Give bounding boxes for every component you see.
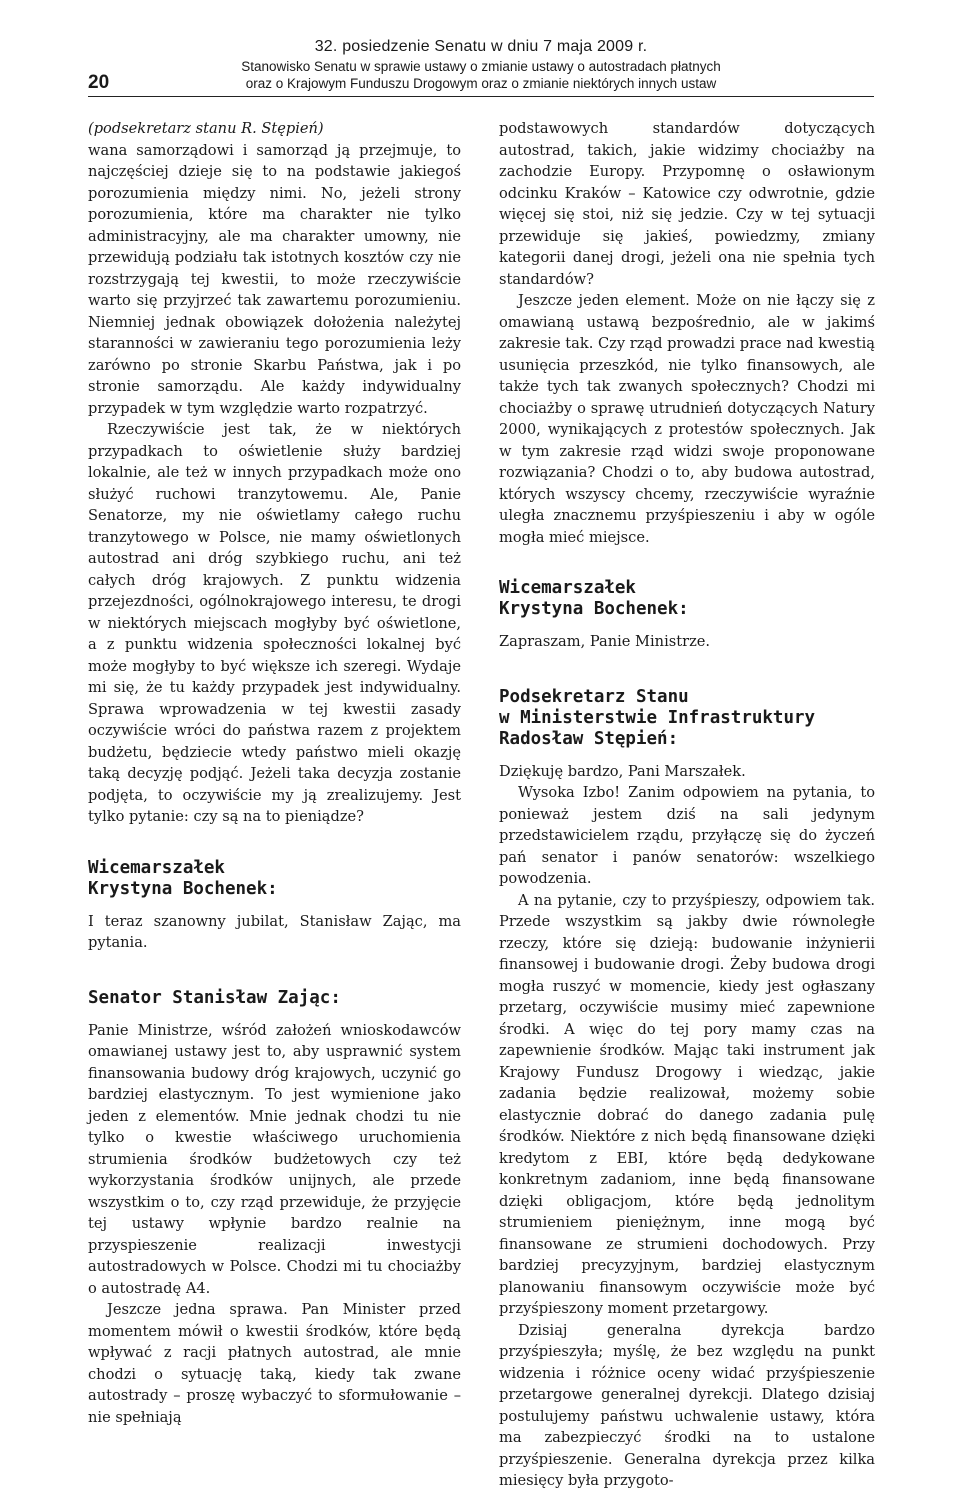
paragraph: Dziękuję bardzo, Pani Marszałek. [499,762,746,780]
page-header [88,38,874,97]
paragraph: Panie Ministrze, wśród założeń wnioskodawców omawianej ustawy jest to, aby usprawnić system finansowania budowy dróg krajowych, uczynić go bardziej elastycznym. To jest wymienione jako jeden z elementów. Mnie jednak chodzi tu nie tylko o kwestie właściwego uruchomienia strumienia środków budżetowych czy też wykorzystania środków unijnych, ale przede wszystkim o to, czy rząd przewiduje, że przyjęcie tej ustawy wpłynie bardzo realnie na przyspieszenie realizacji inwestycji autostradowych w Polsce. Chodzi mi tu chociażby o autostradę A4. [88,1021,461,1297]
paragraph: Zapraszam, Panie Ministrze. [499,633,711,650]
speaker-name: Krystyna Bochenek: [88,878,278,899]
paragraph: Rzeczywiście jest tak, że w niektórych przypadkach to oświetlenie służy bardziej lokalnie, ale też w innych przypadkach może ono służyć ruchowi tranzytowemu. Ale, Panie Senatorze, my nie oświetlamy całego ruchu tranzytowego w Polsce, nie mamy oświetlonych autostrad ani dróg szybkiego ruchu, ani też całych dróg krajowych. Z punktu widzenia przejezdności, ogólnokrajowego interesu, te drogi w niektórych miejscach mogłyby być oświetlone, a z punktu widzenia społeczności lokalnej być może mogłyby to być większe ich szeregi. Wydaje mi się, że tu każdy przypadek jest indywidualny. Sprawa wprowadzenia w tej kwestii zasady oczywiście wróci do państwa razem z projektem budżetu, będziecie wtedy państwo mieli okazję taką decyzję podjąć. Jeżeli taka decyzja zostanie podjęta, to oczywiście my ją zrealizujemy. Jest tylko pytanie: czy są na to pieniądze? [88,421,461,825]
speaker-heading [88,858,461,900]
session-title: 32. posiedzenie Senatu w dniu 7 maja 2009 r. [314,38,648,55]
paragraph: podstawowych standardów dotyczących autostrad, takich, jakie widzimy chociażby na zachodzie Europy. Przypomnę o osławionym odcinku Kraków – Katowice czy odwrotnie, gdzie więcej się stoi, niż się jedzie. Czy w tej sytuacji przewiduje się jakieś, powiedzmy, zmiany kategorii danej drogi, jeżeli ona nie spełnia tych standardów? [499,120,875,288]
speaker-heading [499,687,875,750]
page-number: 20 [88,72,110,93]
speaker-role: Wicemarszałek [88,857,225,878]
speaker-name: Krystyna Bochenek: [499,599,689,619]
continuation-note: (podsekretarz stanu R. Stępień) [88,120,324,137]
paragraph: Dzisiaj generalna dyrekcja bardzo przyśpieszyła; myślę, że bez względu na punkt widzenia i różnice oceny widać przyśpieszenie przetargowe generalnej dyrekcji. Dlatego dzisiaj postulujemy państwu uchwalenie ustawy, która ma zabezpieczyć środki na to ustalone przyśpieszenie. Generalna dyrekcja przez kilka miesięcy była przygoto- [499,1321,875,1489]
paragraph: wana samorządowi i samorząd ją przejmuje, to najczęściej dzieje się to na podstawie jakiegoś porozumienia między nimi. No, jeżeli strony porozumienia, które ma charakter nie tylko administracyjny, ale ma charakter umowny, nie przewidują podziału tak istotnych kosztów czy nie rozstrzygają tej kwestii, to może rzeczywiście warto się przyjrzeć tak zawartemu porozumieniu. Niemniej jednak obowiązek dołożenia należytej staranności w zawieraniu tego porozumienia leży zarówno po stronie Skarbu Państwa, jak i po stronie samorządu. Ale każdy indywidualny przypadek w tym względzie warto rozpatrzyć. [88,141,461,417]
left-column [88,118,461,1428]
speaker-role: Wicemarszałek [499,578,636,598]
header-subtitle-line2: oraz o Krajowym Funduszu Drogowym oraz o zmianie niektórych innych ustaw [245,76,717,91]
speaker-role: Podsekretarz Stanu [499,686,689,707]
speaker-ministry: w Ministerstwie Infrastruktury [499,707,816,728]
paragraph: Wysoka Izbo! Zanim odpowiem na pytania, to ponieważ jestem dziś na sali jedynym przedstawicielem rządu, przyłączę się do życzeń pań senator i panów senatorów: wszelkiego powodzenia. [499,784,875,887]
right-column [499,118,875,1492]
speaker-heading [88,988,461,1009]
header-subtitle-line1: Stanowisko Senatu w sprawie ustawy o zmianie ustawy o autostradach płatnych [241,59,721,74]
paragraph: A na pytanie, czy to przyśpieszy, odpowiem tak. Przede wszystkim są jakby dwie równoległe rzeczy, które się dzieją: budowanie inżynierii finansowej i budowanie drogi. Żeby budowa drogi mogła ruszyć w momencie, kiedy jest ogłaszany przetarg, oczywiście musimy mieć zapewnione środki. A więc do tej pory mamy czas na zapewnienie środków. Mając taki instrument jak Krajowy Fundusz Drogowy i wiedząc, jakie zadania będzie realizował, możemy sobie elastycznie dobrać do danego zadania pulę środków. Niektóre z nich będą finansowane dzięki kredytom z EBI, które będą dedykowane konkretnym zadaniom, inne będą finansowane dzięki obligacjom, które będą jednolitym strumieniem pieniężnym, inne mogą być finansowane ze strumieni dochodowych. Przy bardziej precyzyjnym, bardziej elastycznym planowaniu finansowym oczywiście może być przyśpieszony moment przetargowy. [499,891,875,1317]
speaker-heading [499,578,875,620]
speaker-name: Radosław Stępień: [499,728,679,749]
speaker-name: Senator Stanisław Zając: [88,987,341,1008]
paragraph: Jeszcze jedna sprawa. Pan Minister przed momentem mówił o kwestii środków, które będą wpływać z racji płatnych autostrad, ale mnie chodzi o sytuację taką, kiedy tak zwane autostrady – proszę wybaczyć to sformułowanie – nie spełniają [88,1301,461,1426]
paragraph: I teraz szanowny jubilat, Stanisław Zając, ma pytania. [88,912,461,951]
paragraph: Jeszcze jeden element. Może on nie łączy się z omawianą ustawą bezpośrednio, ale w jakimś zakresie tak. Czy rząd prowadzi prace nad kwestią usunięcia przeszkód, nie tylko finansowych, ale także tych tak zwanych społecznych? Chodzi mi chociażby o sprawę utrudnień dotyczących Natury 2000, wynikających z protestów społecznych. Jak w tym zakresie rząd widzi swoje proponowane rozwiązania? Chodzi o to, aby budowa autostrad, których wszyscy chcemy, rzeczywiście wyraźnie uległa znacznemu przyśpieszeniu i aby w ogóle mogła mieć miejsce. [499,292,875,546]
